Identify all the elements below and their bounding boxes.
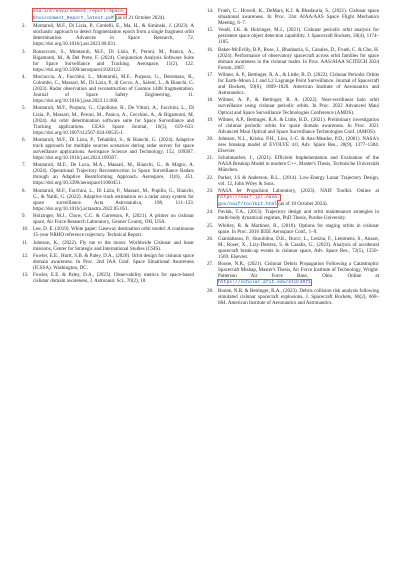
reference-text: Vendl, J.K. & Holzinger, M.J., (2021). Cislunar periodic orbit analysis for persistent space object detection capability, J. Spacecraft Rockets, 58(4), 1174–1185. — [218, 27, 379, 46]
reference-text: NASA Jet Propulsion Laboratory, (2023). NAIF Toolkit. Online at — [218, 188, 379, 194]
reference-text: Lee, D. E. (2019). White paper: Gateway destination orbit model: A continuous 15-year NRHO reference trajectory. Technical Report. — [33, 226, 194, 239]
url-text: Environment_Report_latest.pdf — [33, 16, 115, 22]
reference-text: Johnson, N.L., Krisko, P.H., Liou, J.-C. & Anz-Meador, P.D., (2001). NASA's new breakup model of EVOLVE 4.0, Adv. Space Res., 28(9), 1377–1384. Elsevier. — [218, 136, 379, 155]
reference-item — [22, 74, 194, 104]
reference-number: 12. — [22, 252, 29, 259]
reference-text: Pavlak, T.A., (2013). Trajectory design and orbit maintenance strategies in multi-body dynamical regimes, PhD Thesis, Purdue University. — [218, 209, 379, 222]
reference-item — [22, 23, 194, 47]
reference-text: Fowler, E.E., Hurtt, S.B. & Paley, D.A., (2020). Orbit design for cislunar space domain awareness. In Proc. 2nd IAA Conf. Space Situational Awareness (ICSSA), Washington, DC. — [33, 252, 194, 271]
reference-number: 23. — [207, 188, 214, 194]
reference-item — [207, 27, 379, 45]
url-link[interactable] — [33, 9, 126, 21]
reference-number: 14. — [207, 8, 214, 14]
reference-number: 13. — [22, 272, 29, 279]
reference-number: 19. — [207, 116, 214, 123]
reference-text: Johnson, K., (2022). Fly me to the moon: Worldwide Cislunar and lunar missions, Center for Strategic and International Studies (CSIS). — [33, 239, 194, 252]
reference-text: Wilmer, A. P., Bettinger, R. A., & Little, B. D. (2022). Cislunar Periodic Orbits for Earth–Moon L1 and L2 Lagrange Point Surveillance. Journal of Spacecraft and Rockets, 59(6), 1809–1820. American Institute of Aeronautics and Astronautics. — [218, 72, 379, 97]
reference-number: 18. — [207, 97, 214, 104]
reference-text: Holzinger, M.J., Chow, C.C. & Garretson, P., (2021). A primer on cislunar space, Air Force Research Laboratory, Genner County, OH, USA. — [33, 213, 194, 226]
reference-item — [207, 8, 379, 26]
reference-text: Wilmer, A. P., & Bettinger, R. A. (2022). Near-rectilinear halo orbit surveillance using cislunar periodic orbits. In Proc. 2022 Advanced Maui Optical and Space Surveillance Technologies Conference (AMOS). — [218, 97, 379, 116]
reference-text: Wilmer, A.P., Bettinger, R.A. & Little, B.D., (2021). Preliminary investigation of cislunar periodic orbits for space domain awareness. In Proc. 2021 Advanced Maui Optical and Space Surveillance Technologies Conf. (AMOS). — [218, 116, 379, 135]
reference-item — [22, 137, 194, 161]
reference-text: Bonaccorsi, S., Montaruli, M.F., Di Lizia, P., Peroni, M., Panico, A., Rigamonti, M., & Del Prete, F. (2024). Conjunction Analysis Software Suite for Space Surveillance and Tracking. Aerospace, 11(2), 122. https://doi.org/10.3390/aerospace11020122. — [33, 48, 194, 73]
reference-text: Montaruli, M.F., Purpura, G., Cipollone, R., De Vittori, A., Facchini, L., Di Lizia, P., Massari, M., Peroni, M., Panico, A., Cecchini, A., & Rigamonti, M. (2024). An orbit determination software suite for Space Surveillance and Tracking applications. CEAS Space Journal, 16(5), 619–633. https://doi.org/10.1007/s12567-024-00535-1. — [33, 105, 194, 136]
reference-text: Schuhmacher, J., (2021). Efficient Implementation and Evaluation of the NASA Breakup Model in modern C++, Master's Thesis, Technische Universität München. — [218, 155, 379, 174]
reference-number: 4. — [22, 74, 26, 81]
reference-text: Muciaccia, A., Facchini, L., Montaruli, M.F., Purpura, G., Detomaso, R., Colombo, C., Massari, M., Di Lizia, P., di Cecco, A., Salotti, L., & Bianchi, G. (2023). Radar observation and reconstruction of Cosmos 1408 fragmentation. Journal of Space Safety Engineering, 11. https://doi.org/10.1016/j.jsse.2023.11.006. — [33, 74, 194, 105]
url-link[interactable] — [218, 280, 311, 285]
reference-number: 21. — [207, 155, 214, 162]
reference-text: Whitley, R. & Martinez, R., (2016). Options for staging orbits in cislunar space. In Proc. 2016 IEEE Aerospace Conf., 1–9. — [218, 222, 379, 235]
reference-number: 5. — [22, 105, 26, 112]
reference-number: 9. — [22, 213, 26, 219]
reference-number: 15. — [207, 27, 214, 34]
reference-number: 7. — [22, 162, 26, 169]
reference-item — [207, 155, 379, 173]
url-link[interactable] — [218, 195, 280, 207]
reference-text: Frueh, C., Howell, K., DeMars, K.J. & Bhadauria, S., (2021). Cislunar space situational awareness. In Proc. 31st AIAA/AAS Space Flight Mechanics Meeting, 6–7. — [218, 8, 379, 27]
reference-number: 22. — [207, 174, 214, 181]
reference-item — [22, 226, 194, 238]
reference-text: (as of 21 October 2024). — [114, 15, 166, 22]
reference-number: 8. — [22, 187, 26, 194]
reference-item — [22, 213, 194, 225]
reference-number: 24. — [207, 209, 214, 216]
reference-item — [22, 188, 194, 212]
reference-text: Baker-McEvilly, B.P., Rose, J., Bhadauria, S., Canales, D., Frueh, C. & Cho, H. (2024). Performance of observatory spacecraft across orbit families for space domain awareness in the cislunar realm. In Proc. AAS/AIAA SCITECH 2024 Forum, 2067. — [218, 46, 379, 71]
references-left-column — [22, 8, 194, 285]
reference-item — [22, 240, 194, 252]
reference-item — [207, 209, 379, 221]
reference-text: Parker, J.S & Anderson, R.L., (2014). Low-Energy Lunar Trajectory Design, vol. 12, John Wiley & Sons. — [218, 174, 379, 187]
reference-number: 3. — [22, 48, 26, 55]
reference-number: 27. — [207, 261, 214, 268]
reference-item — [207, 175, 379, 187]
reference-number: 17. — [207, 72, 214, 79]
reference-text: (as of 10 October 2024). — [277, 201, 328, 208]
reference-item — [207, 47, 379, 71]
reference-text: Montaruli, M.F., Facchini, L., Di Lizia, P., Massari, M., Pupillo, G., Bianchi, G., & Naldi, G. (2022). Adaptive track estimation on a radar array system for space surveillance. Acta Astronautica, 198, 111–123. https://doi.org/10.1016/j.actaastro.2022.05.051. — [33, 187, 194, 212]
reference-number: 28. — [207, 287, 214, 294]
reference-text: Montaruli, M.F., Di Lizia, P., Cordelli, E., Ma, H., & Siminski, J. (2023). A stochastic approach to detect fragmentation epoch from a single fragment orbit determination. Advances in Space Research, 72. https://doi.org/10.1016/j.asr.2023.08.031. — [33, 23, 194, 48]
reference-text: Fowler, E.E. & Paley, D.A., (2023). Observability metrics for space-based cislunar domain awareness, J. Astronaut. Sci., 70(2), 10. — [33, 272, 194, 285]
reference-item — [22, 162, 194, 186]
reference-text: Boone, N.R. & Bettinger, R.A., (2023). Debris collision risk analysis following simulated cislunar spacecraft explosions, J. Spacecraft Rockets, 60(2), 668–684. American Institute of Aeronautics and Astronautics. — [218, 287, 379, 306]
reference-number: 16. — [207, 46, 214, 53]
reference-item — [207, 117, 379, 135]
references-right-column — [207, 8, 379, 307]
reference-list — [207, 8, 379, 306]
reference-item — [22, 272, 194, 284]
reference-text: Montaruli, M.F., Di Lizia, P., Tebaldini, S., & Bianchi, G. (2024). Adaptive track approach for multiple sources scenarios during radar survey for space surveillance applications. Aerospace Science and Technology, 152, 109307. https://doi.org/10.1016/j.ast.2024.109307. — [33, 136, 194, 162]
reference-number: 20. — [207, 136, 214, 143]
reference-text: Boone, N.R., (2021). Cislunar Debris Propagation Following a Catastrophic Spacecraft Mishap, Master's Thesis, Air Force Institute of Technology, Wright-Patterson Air Force Base, Ohio. Online at — [218, 261, 379, 280]
reference-number: 6. — [22, 136, 26, 143]
reference-number: 25. — [207, 222, 214, 229]
reference-item — [207, 288, 379, 306]
reference-number: 2. — [22, 23, 26, 30]
reference-item — [207, 72, 379, 96]
url-text: gov/naif/toolkit.html — [218, 202, 278, 208]
reference-item — [207, 136, 379, 154]
reference-item — [207, 188, 379, 208]
reference-item — [207, 236, 379, 260]
reference-item — [207, 223, 379, 235]
reference-list — [22, 23, 194, 284]
reference-number: 11. — [22, 239, 29, 246]
reference-continuation — [33, 8, 194, 22]
url-text: https://naif.jpl.nasa. — [218, 195, 280, 201]
reference-text: Montaruli, M.F., De Luca, M.A., Massari, M., Bianchi, G., & Magro, A. (2024). Operational Trajectory Reconstruction in Space Surveillance Radars through an Adaptive Beamforming Approach. Aerospace, 11(6), 451. https://doi.org/10.3390/aerospace11060451. — [33, 162, 194, 187]
reference-item — [22, 253, 194, 271]
reference-item — [207, 261, 379, 286]
reference-number: 10. — [22, 226, 29, 233]
reference-number: 26. — [207, 235, 214, 242]
reference-item — [207, 97, 379, 115]
reference-text: . — [310, 279, 313, 286]
url-text: esa.int/environment_report/Space_ — [33, 9, 126, 14]
reference-text: Giardabasso, P., Skoulidou, D.K., Bucci, L., Letizia, F., Lemmens, S., Ansart, M., Roser, X., Lizy-Destrez, S. & Casalis, G., (2023). Analysis of accidental spacecraft break-up events in cislunar space, Adv. Space Res., 72(5), 1550–1569. Elsevier. — [218, 235, 379, 261]
url-text: https://scholar.afit.edu/etd/4971 — [218, 280, 311, 286]
reference-item — [22, 105, 194, 135]
reference-item — [22, 49, 194, 73]
